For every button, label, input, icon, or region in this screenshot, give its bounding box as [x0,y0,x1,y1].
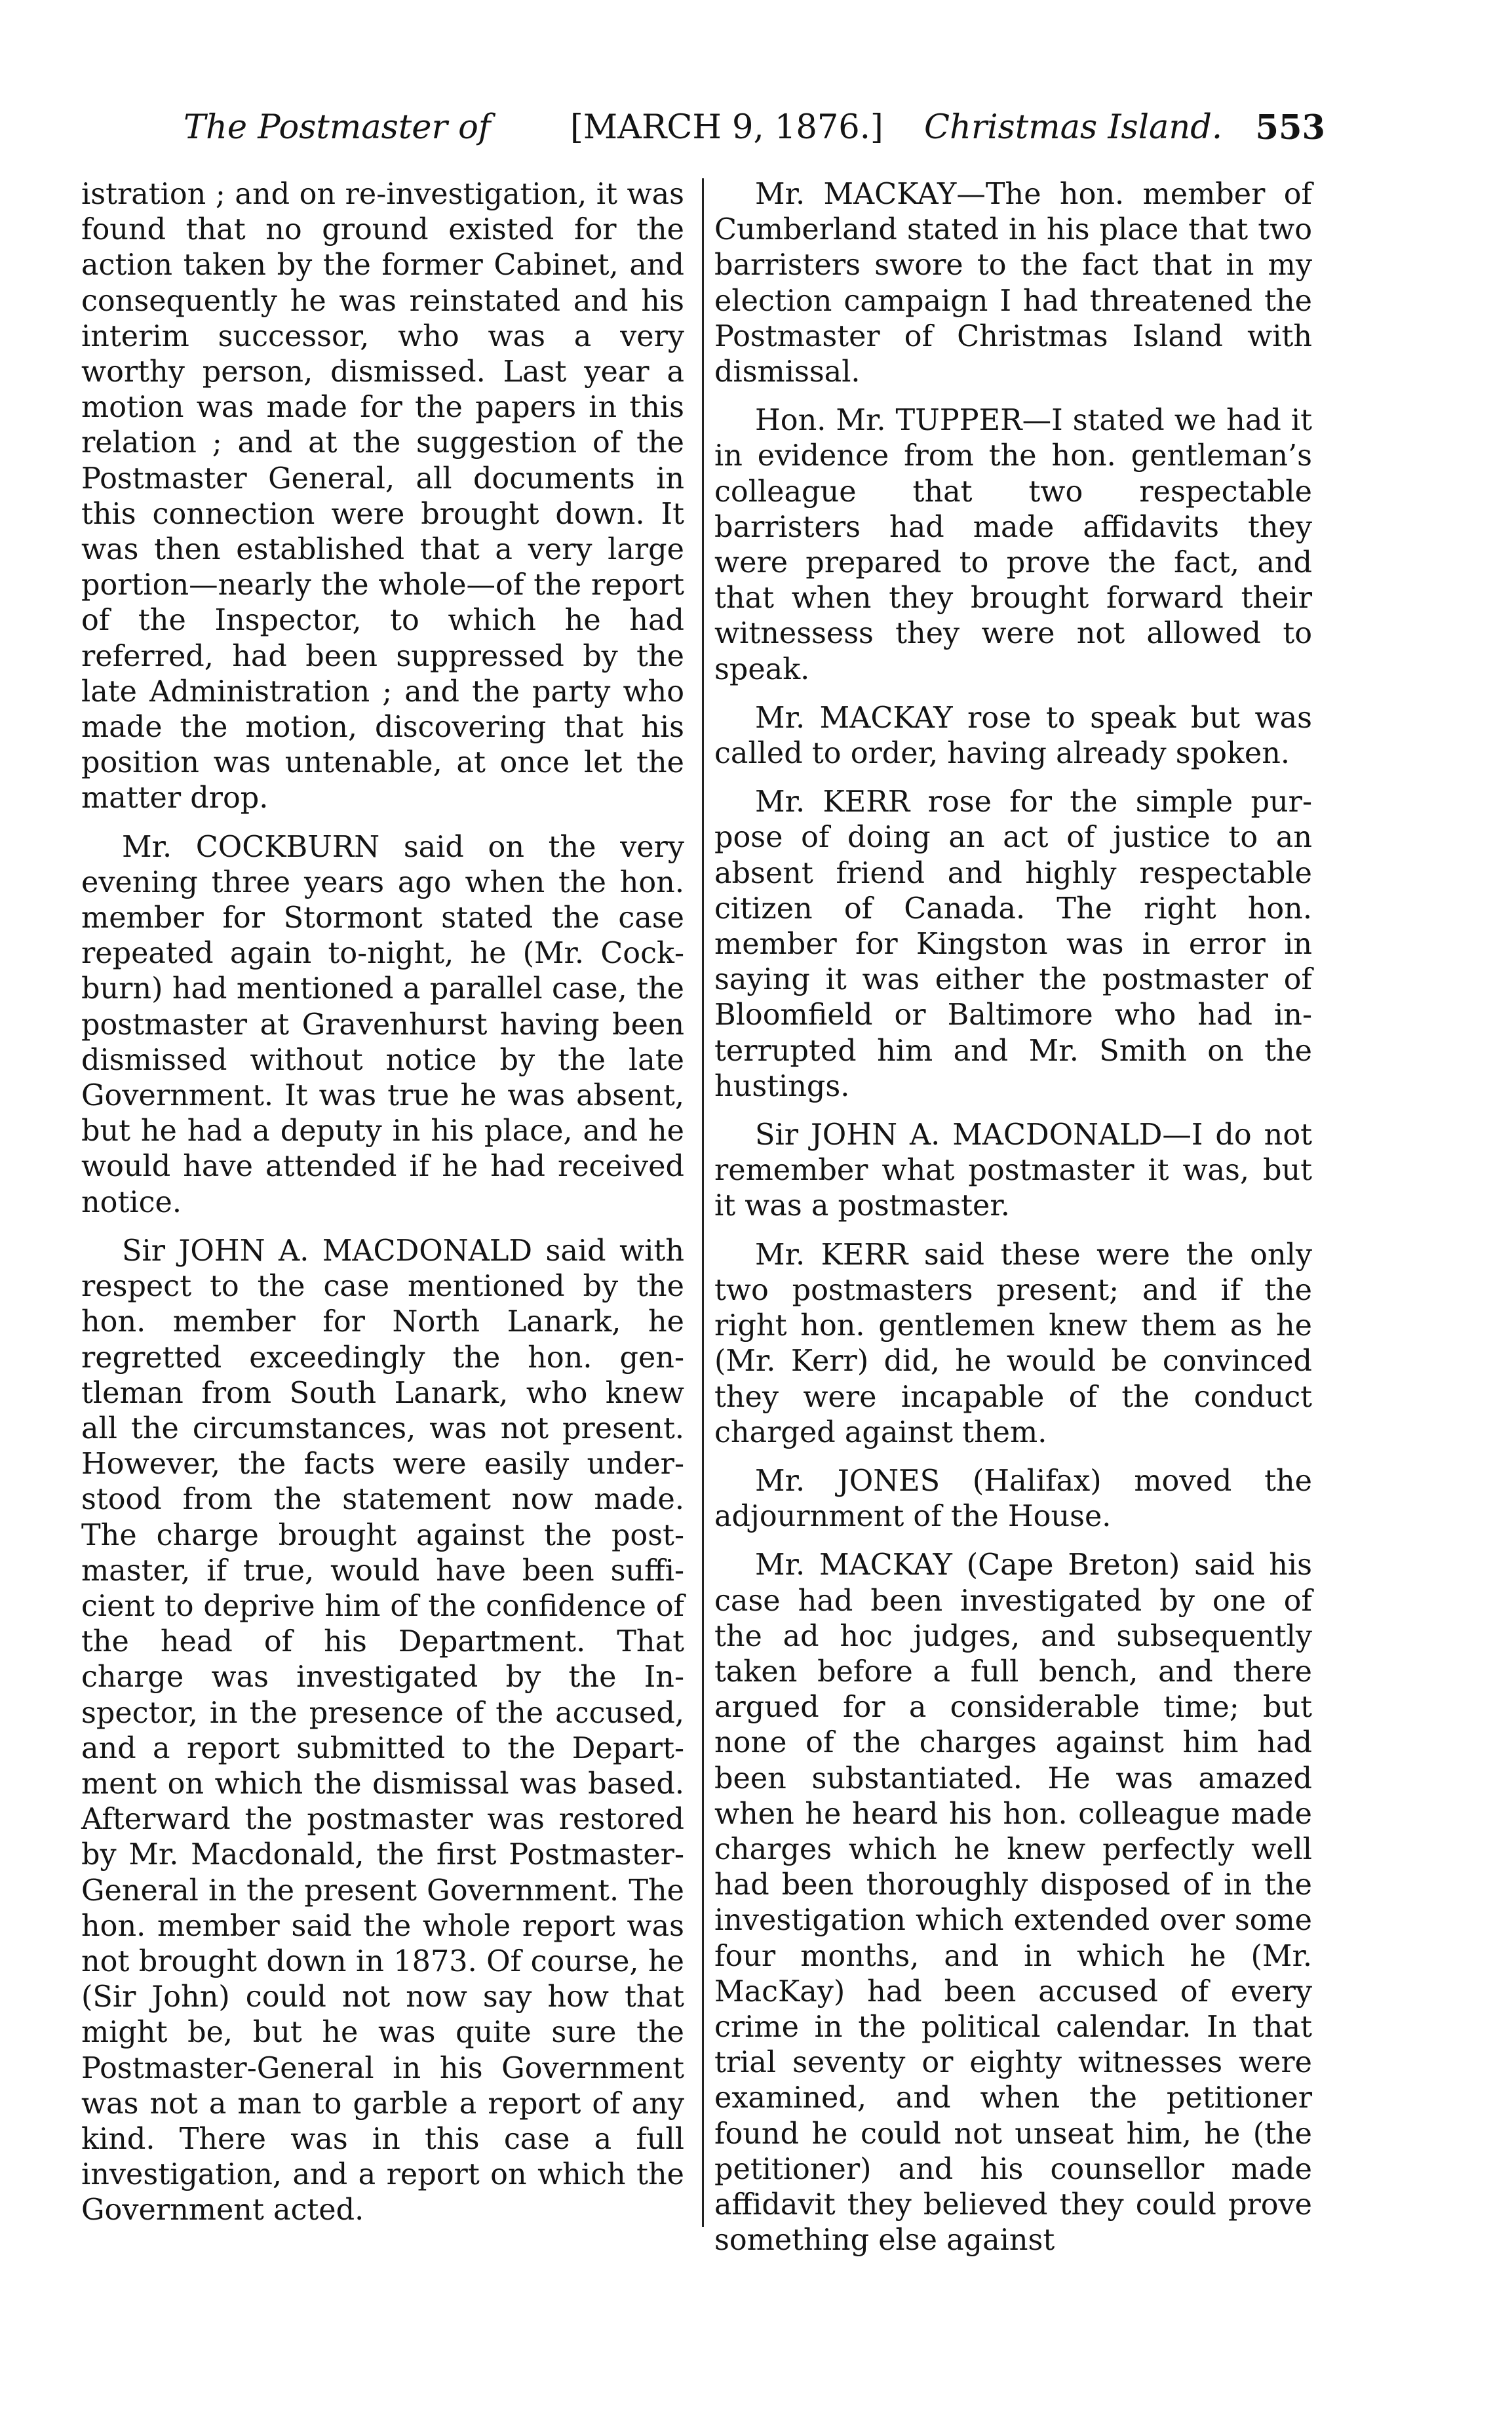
paragraph: Mr. JONES (Halifax) moved the adjournment of the House. [714,1464,1312,1534]
paragraph: Mr. MACKAY—The hon. member of Cumberland stated in his place that two barristers swore to the fact that in my election campaign I had threatened the Postmaster of Christmas Island with dismissal. [714,178,1312,389]
page-number: 553 [1255,108,1325,147]
paragraph: Mr. MACKAY (Cape Breton) said his case had been investigated by one of the ad hoc judges, and subsequently taken before a full bench, and there argued for a considerable time; but none of the charges against him had been substantiated. He was amazed when he heard his hon. colleague made charges which he knew perfectly well had been thoroughly disposed of in the investigation which extended over some four months, and in which he (Mr. MacKay) had been accused of every crime in the political calendar. In that trial seventy or eighty witnesses were examined, and when the petitioner found he could not unseat him, he (the petitioner) and his counsellor made affidavit they believed they could prove something else against [714,1548,1312,2258]
running-title-left: The Postmaster of [184,108,491,147]
paragraph: Mr. KERR said these were the only two postmasters present; and if the right hon. gentlemen knew them as he (Mr. Kerr) did, he would be convinced they were incapable of the conduct charged against them. [714,1238,1312,1449]
paragraph: Mr. COCKBURN said on the very evening three years ago when the hon. member for Stormont stated the case repeated again to-night, he (Mr. Cockburn) had mentioned a parallel case, the postmaster at Gravenhurst having been dismissed without notice by the late Government. It was true he was absent, but he had a deputy in his place, and he would have attended if he had received notice. [81,830,684,1219]
paragraph: Hon. Mr. TUPPER—I stated we had it in evidence from the hon. gentleman’s colleague that two respectable barristers had made affidavits they were prepared to prove the fact, and that when they brought forward their witnessess they were not allowed to speak. [714,404,1312,686]
running-title-right: Christmas Island. [924,108,1223,147]
paragraph: Mr. MACKAY rose to speak but was called to order, having already spoken. [714,701,1312,771]
left-column [81,177,684,2242]
paragraph: istration ; and on re-investigation, it was found that no ground existed for the action taken by the former Cabinet, and consequently he was reinstated and his interim successor, who was a very worthy person, dismissed. Last year a motion was made for the papers in this relation ; and at the suggestion of the Postmaster General, all documents in this connection were brought down. It was then established that a very large portion—nearly the whole—of the report of the Inspector, to which he had referred, had been suppressed by the late Administration ; and the party who made the motion, discovering that his position was untenable, at once let the matter drop. [81,178,684,815]
paragraph: Sir JOHN A. MACDONALD said with respect to the case mentioned by the hon. member for North Lanark, he regretted exceedingly the hon. gentleman from South Lanark, who knew all the circumstances, was not present. However, the facts were easily understood from the statement now made. The charge brought against the postmaster, if true, would have been sufficient to deprive him of the confidence of the head of his Department. That charge was investigated by the Inspector, in the presence of the accused, and a report submitted to the Department on which the dismissal was based. Afterward the postmaster was restored by Mr. Macdonald, the first Postmaster-General in the present Government. The hon. member said the whole report was not brought down in 1873. Of course, he (Sir John) could not now say how that might be, but he was quite sure the Postmaster-General in his Government was not a man to garble a report of any kind. There was in this case a full investigation, and a report on which the Government acted. [81,1234,684,2227]
page-header [184,105,1325,151]
paragraph: Mr. KERR rose for the simple purpose of doing an act of justice to an absent friend and highly respectable citizen of Canada. The right hon. member for Kingston was in error in saying it was either the postmaster of Bloomfield or Baltimore who had interrupted him and Mr. Smith on the hustings. [714,785,1312,1103]
right-column [714,177,1312,2271]
paragraph: Sir JOHN A. MACDONALD—I do not remember what postmaster it was, but it was a postmaster. [714,1118,1312,1223]
column-divider [702,178,704,2227]
running-date: [MARCH 9, 1876.] [570,108,883,147]
